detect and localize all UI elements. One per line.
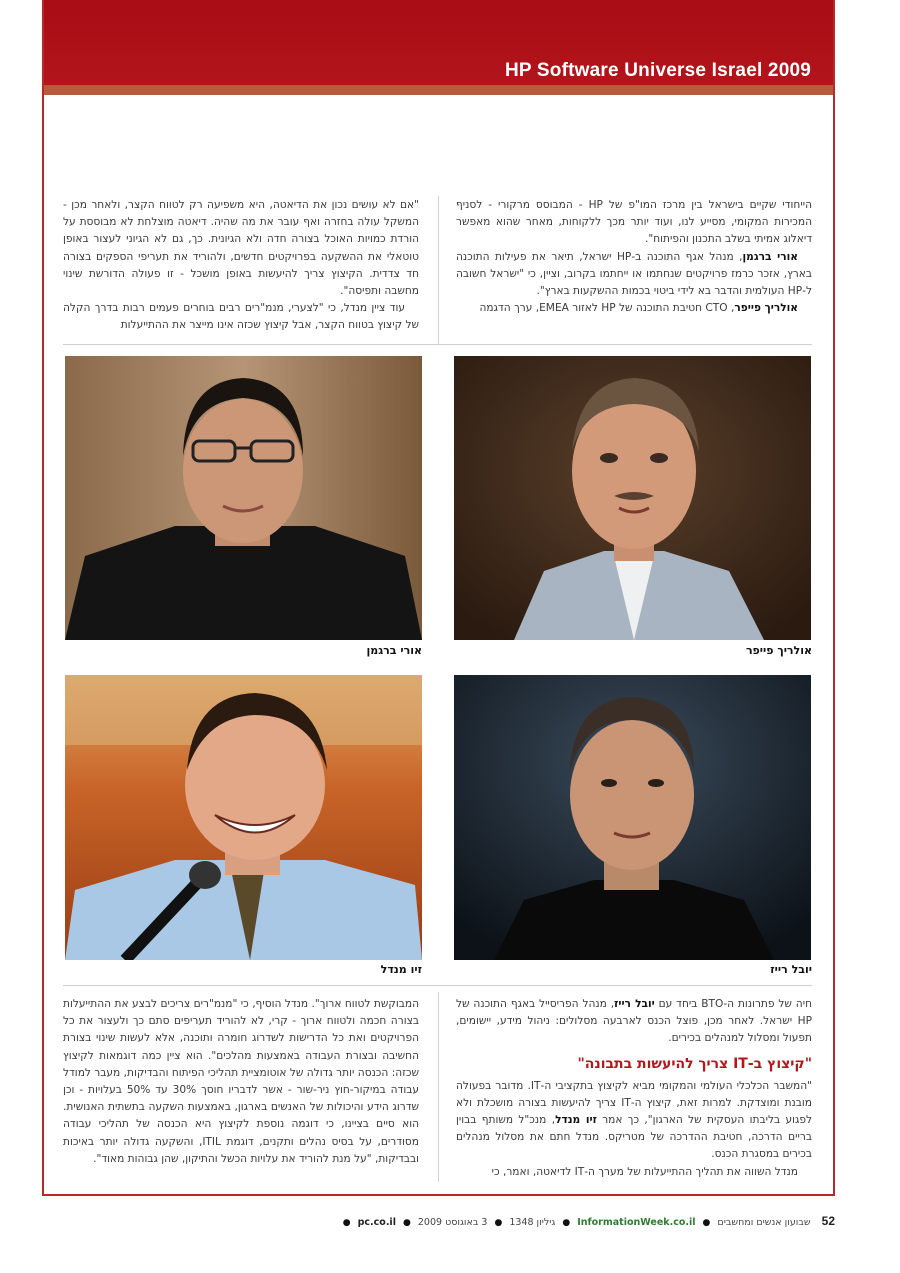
bullet-icon: ● [494, 1218, 503, 1228]
issue-date: 3 באוגוסט 2009 [417, 1217, 488, 1228]
paragraph-text: "המשבר הכלכלי העולמי והמקומי מביא לקיצוץ בתקציבי ה-IT. מדובר בפעולה מובנת ומוצדקת. למרות זאת, קיצוץ ה-IT צריך להיעשות בצורה מושכלת ולא לפגוע בליבתו העסקית של הארגון", כך אמר [456, 1079, 812, 1127]
photo-caption: אורי ברגמן [366, 644, 422, 657]
paragraph [456, 996, 812, 1048]
paragraph: הייחודי שקיים בישראל בין מרכז המו"פ של HP - המבוסס מרקורי - לסניף המכירות המקומי, מסייע לנו, ועוד יותר מכך ללקוחות, מאחר שהוא מאפשר דיאלוג אמיתי בשלב התכנון והפיתוח". [456, 199, 813, 246]
photo-yuval-raiz [454, 675, 811, 960]
paragraph [456, 300, 812, 317]
paragraph-text: , מנכ"ל משותף בבוין בריים הדרכה, חטיבת ההדרכה של מטריקס. מנדל חתם את מסלול מנהלים בכירים במסגרת הכנס. [456, 1114, 812, 1161]
paragraph [456, 1078, 812, 1164]
paragraph: המבוקשת לטווח ארוך". מנדל הוסיף, כי "מנמ"רים צריכים לבצע את ההתייעלות בצורה חכמה ולטווח ארוך - קרי, לא להוריד תעריפים סתם כך ולעצור את כל הפרויקטים ואת כל הדרישות לשדרוג חומרה ותוכנה, אלא לעשות שינוי בצורת החשיבה ובצורת העבודה באמצעות מהלכים". הוא ציין כמה דוגמאות לקיצוץ שכזה: הכנסה יותר גדולה של אוטומציית תהליכי הפיתוח והבדיקות, מעבר למודל עבודה במיקור-חוץ ניר-שור - אשר לדבריו חוסך 30% עד 50% בעלויות - וכן שדרוג הידע והיכולות של האנשים בארגון, באמצעות השקעה בתשתית האנושית. הוא סיים בציינו, כי דוגמה נוספת לקיצוץ היא הכנסה של תהליכי עבודה מסודרים, על בסיס נהלים ותקנים, דוגמת ITIL, והשקעה גדולה יותר באיכות ובבדיקות, "על מנת להוריד את עלויות הכשל והתיקון, שהן גבוהות מאוד". [63, 998, 420, 1165]
issue-number: גיליון 1348 [509, 1217, 556, 1228]
person-name: אורי ברגמן [742, 250, 799, 263]
photo-ulrich-pfeiffer [454, 356, 811, 640]
paragraph: עוד ציין מנדל, כי "לצערי, מנמ"רים רבים בוחרים פעמים רבות בדרך הקלה של קיצוץ בטווח הקצר, אבל קיצוץ שכזה אינו מייצר את ההתייעלות [63, 302, 419, 332]
photo-caption: אולריך פייפר [745, 644, 812, 657]
paragraph [456, 249, 812, 301]
section-subheading: "קיצוץ ב-IT צריך להיעשות בתבונה" [577, 1055, 812, 1072]
column-divider [438, 992, 439, 1182]
person-name: זיו מנדל [555, 1114, 597, 1127]
photo-caption: זיו מנדל [380, 963, 422, 976]
paragraph: מנדל השווה את תהליך ההתייעלות של מערך ה-IT לדיאטה, ואמר, כי [491, 1165, 798, 1178]
section-divider [63, 344, 812, 345]
photo-uri-bergman [65, 356, 422, 640]
column-divider [438, 196, 439, 344]
header-title: HP Software Universe Israel 2009 [505, 60, 811, 81]
top-left-column [63, 197, 419, 335]
publication-name: שבועון אנשים ומחשבים [717, 1217, 811, 1228]
bullet-icon: ● [702, 1218, 711, 1228]
paragraph-text: חיה של פתרונות ה-BTO ביחד עם [654, 998, 812, 1010]
top-right-column [456, 197, 812, 317]
photo-caption: יובל רייז [770, 963, 812, 976]
bullet-icon: ● [402, 1218, 411, 1228]
paragraph-text: , CTO חטיבת התוכנה של HP לאזור EMEA, ערך הדגמה [479, 302, 735, 315]
site-link[interactable]: pc.co.il [357, 1217, 396, 1228]
person-name: אולריך פייפר [734, 302, 798, 315]
paragraph-text: , מנהל הפריסייל באגף התוכנה של HP ישראל. לאחר מכן, פוצל הכנס לארבעה מסלולים: ניהול מידע, יישומים, תפעול ומסלול למנהלים בכירים. [456, 998, 812, 1045]
section-divider [63, 985, 812, 986]
bottom-left-column [63, 996, 419, 1168]
site-link[interactable]: InformationWeek.co.il [577, 1217, 696, 1228]
page-footer [42, 1214, 835, 1236]
bottom-right-column [456, 996, 812, 1181]
page-number: 52 [821, 1214, 835, 1228]
photo-ziv-mandel [65, 675, 422, 960]
paragraph-text: , מנהל אגף התוכנה ב-HP ישראל, תיאר את פעילות התוכנה בארץ, אזכר כרמז פרויקטים שנחתמו או ייחתמו בקרוב, וציין, כי "ישראל חשובה ל-HP העולמית והדבר בא לידי ביטוי בכמות ההשקעות בארץ". [456, 250, 812, 298]
bullet-icon: ● [562, 1218, 571, 1228]
paragraph: "אם לא עושים נכון את הדיאטה, היא משפיעה רק לטווח הקצר, ולאחר מכן - המשקל עולה בחזרה ואף עובר את מה שהיה. דיאטה מוצלחת לא מבוססת על הורדת כמויות האוכל בצורה חדה ולא הגיונית. כך, גם לא הגיוני לעצור באופן טוטאלי את ההשקעה בפרויקטים חדשים, ולהוריד את תעריפי הספקים בצורה חד צדדית. הקיצוץ צריך להיעשות באופן מושכל - זו פעולה הדורשת שינוי מחשבה ותפיסה". [63, 199, 419, 298]
person-name: יובל רייז [614, 998, 655, 1010]
bullet-icon: ● [342, 1218, 351, 1228]
